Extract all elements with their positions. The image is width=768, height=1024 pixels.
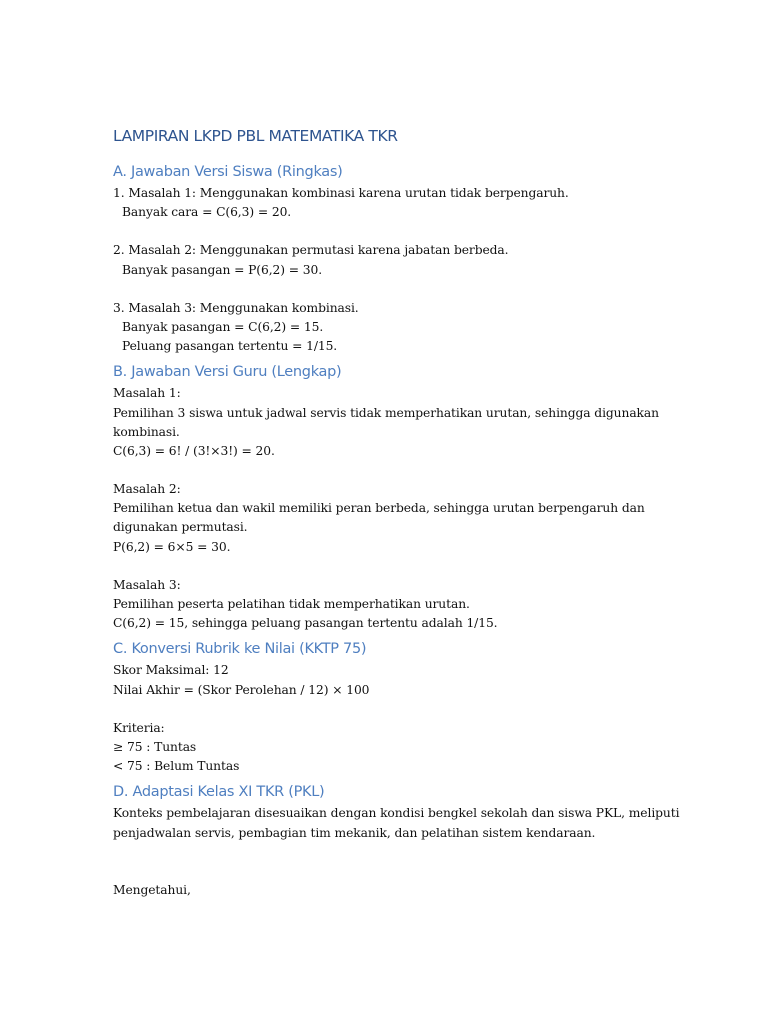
- criteria-fail: < 75 : Belum Tuntas: [113, 759, 240, 774]
- answer-3-line3: Peluang pasangan tertentu = 1/15.: [122, 339, 338, 354]
- problem-3-formula: C(6,2) = 15, sehingga peluang pasangan tertentu adalah 1/15.: [113, 616, 498, 631]
- answer-3-line1: 3. Masalah 3: Menggunakan kombinasi.: [113, 300, 359, 315]
- answer-3-line2: Banyak pasangan = C(6,2) = 15.: [122, 319, 324, 334]
- problem-2-text2: digunakan permutasi.: [113, 520, 248, 535]
- closing-text: Mengetahui,: [113, 882, 191, 897]
- problem-1-text1: Pemilihan 3 siswa untuk jadwal servis tidak memperhatikan urutan, sehingga digunakan: [113, 405, 659, 420]
- adaptation-text2: penjadwalan servis, pembagian tim mekanik, dan pelatihan sistem kendaraan.: [113, 825, 596, 840]
- adaptation-text1: Konteks pembelajaran disesuaikan dengan kondisi bengkel sekolah dan siswa PKL, meliputi: [113, 806, 680, 821]
- document-title: LAMPIRAN LKPD PBL MATEMATIKA TKR: [113, 127, 398, 145]
- answer-2-line1: 2. Masalah 2: Menggunakan permutasi karena jabatan berbeda.: [113, 243, 509, 258]
- problem-3-text1: Pemilihan peserta pelatihan tidak memperhatikan urutan.: [113, 597, 470, 611]
- problem-2-label: Masalah 2:: [113, 482, 181, 497]
- answer-1-line1: 1. Masalah 1: Menggunakan kombinasi karena urutan tidak berpengaruh.: [113, 186, 569, 200]
- problem-2-formula: P(6,2) = 6×5 = 30.: [113, 539, 231, 554]
- final-score-formula: Nilai Akhir = (Skor Perolehan / 12) × 100: [113, 682, 370, 697]
- criteria-pass: ≥ 75 : Tuntas: [113, 739, 197, 754]
- problem-1-label: Masalah 1:: [113, 386, 181, 401]
- section-d-heading: D. Adaptasi Kelas XI TKR (PKL): [113, 784, 325, 801]
- section-a-heading: A. Jawaban Versi Siswa (Ringkas): [113, 164, 343, 180]
- problem-3-label: Masalah 3:: [113, 577, 181, 592]
- problem-1-formula: C(6,3) = 6! / (3!×3!) = 20.: [113, 443, 275, 458]
- criteria-label: Kriteria:: [113, 720, 165, 735]
- document-content: [113, 124, 680, 900]
- section-b-heading: B. Jawaban Versi Guru (Lengkap): [113, 364, 342, 381]
- problem-1-text2: kombinasi.: [113, 424, 180, 439]
- answer-1-line2: Banyak cara = C(6,3) = 20.: [122, 205, 292, 220]
- section-c-heading: C. Konversi Rubrik ke Nilai (KKTP 75): [113, 641, 367, 658]
- problem-2-text1: Pemilihan ketua dan wakil memiliki peran berbeda, sehingga urutan berpengaruh dan: [113, 501, 645, 516]
- answer-2-line2: Banyak pasangan = P(6,2) = 30.: [122, 262, 323, 277]
- max-score: Skor Maksimal: 12: [113, 663, 229, 678]
